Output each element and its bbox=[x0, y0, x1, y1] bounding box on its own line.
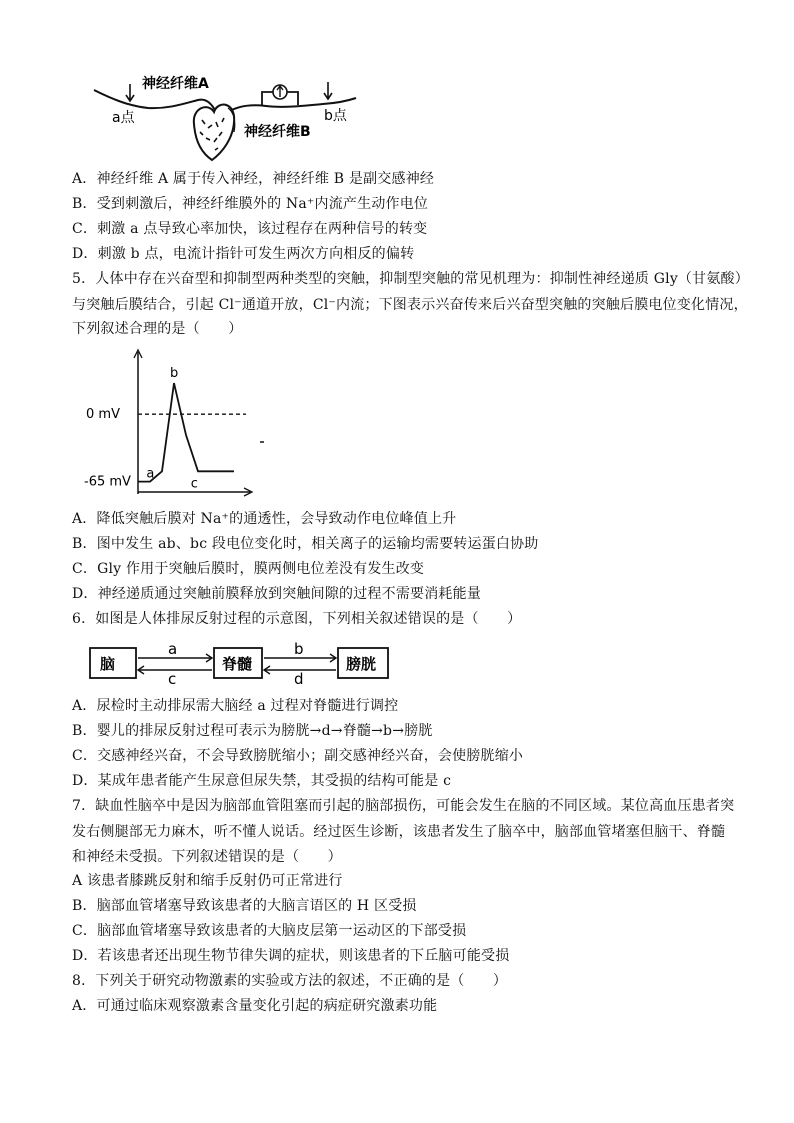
q5-stem-line-2: 与突触后膜结合，引起 Cl⁻通道开放，Cl⁻内流；下图表示兴奋传来后兴奋型突触的突触后膜电位变化情况， bbox=[72, 297, 748, 313]
q7-stem-line-3: 和神经未受损。下列叙述错误的是（ ） bbox=[72, 849, 342, 865]
q7-stem-line-2: 发右侧腿部无力麻木，听不懂人说话。经过医生诊断，该患者发生了脑卒中，脑部血管堵塞但脑干、脊髓 bbox=[72, 824, 726, 840]
q5-stem-line-3: 下列叙述合理的是（ ） bbox=[72, 321, 243, 337]
box-bladder-label: 膀胱 bbox=[346, 655, 377, 673]
q4-option-d: D．刺激 b 点，电流计指针可发生两次方向相反的偏转 bbox=[72, 246, 415, 262]
box-brain-label: 脑 bbox=[100, 655, 116, 673]
label-fiber-a: 神经纤维A bbox=[142, 76, 209, 92]
q7-option-d: D．若该患者还出现生物节律失调的症状，则该患者的下丘脑可能受损 bbox=[72, 948, 510, 964]
q6-stem: 6．如图是人体排尿反射过程的示意图，下列相关叙述错误的是（ ） bbox=[72, 611, 522, 627]
arrow-c-label: c bbox=[168, 670, 177, 686]
tick-label-0mv: 0 mV bbox=[86, 407, 120, 423]
point-label-b: b bbox=[170, 366, 179, 382]
label-fiber-b: 神经纤维B bbox=[244, 124, 311, 140]
arrow-d-label: d bbox=[294, 670, 304, 686]
nerve-heart-figure bbox=[88, 72, 368, 164]
point-label-c: c bbox=[190, 476, 198, 492]
q7-stem-line-1: 7．缺血性脑卒中是因为脑部血管阻塞而引起的脑部损伤，可能会发生在脑的不同区域。某位高血压患者突 bbox=[72, 798, 735, 814]
q4-option-c: C．刺激 a 点导致心率加快，该过程存在两种信号的转变 bbox=[72, 221, 428, 237]
q5-option-b: B．图中发生 ab、bc 段电位变化时，相关离子的运输均需要转运蛋白协助 bbox=[72, 536, 539, 552]
label-point-b: b点 bbox=[324, 108, 347, 124]
urination-reflex-diagram bbox=[88, 642, 398, 686]
label-point-a: a点 bbox=[112, 110, 135, 126]
q5-option-d: D．神经递质通过突触前膜释放到突触间隙的过程不需要消耗能量 bbox=[72, 586, 482, 602]
heart-icon bbox=[194, 105, 235, 160]
arrow-b-label: b bbox=[294, 642, 304, 658]
membrane-potential-chart bbox=[82, 346, 282, 502]
stimulus-arrow-b bbox=[324, 82, 332, 99]
q8-option-a: A．可通过临床观察激素含量变化引起的病症研究激素功能 bbox=[72, 998, 438, 1014]
q5-option-a: A．降低突触后膜对 Na⁺的通透性，会导致动作电位峰值上升 bbox=[72, 511, 457, 527]
box-spinal-cord-label: 脊髓 bbox=[222, 655, 253, 673]
q5-stem-line-1: 5．人体中存在兴奋型和抑制型两种类型的突触，抑制型突触的常见机理为：抑制性神经递质 Gly（甘氨酸） bbox=[72, 271, 749, 287]
q4-option-b: B．受到刺激后，神经纤维膜外的 Na⁺内流产生动作电位 bbox=[72, 196, 429, 212]
point-label-a: a bbox=[146, 466, 155, 482]
q6-option-a: A．尿检时主动排尿需大脑经 a 过程对脊髓进行调控 bbox=[72, 698, 399, 714]
stimulus-arrow-a bbox=[126, 84, 134, 101]
tick-label-neg65mv: -65 mV bbox=[84, 474, 131, 490]
q6-option-b: B．婴儿的排尿反射过程可表示为膀胱→d→脊髓→b→膀胱 bbox=[72, 723, 433, 739]
galvanometer-icon bbox=[262, 85, 298, 106]
q7-option-c: C．脑部血管堵塞导致该患者的大脑皮层第一运动区的下部受损 bbox=[72, 923, 467, 939]
q8-stem: 8．下列关于研究动物激素的实验或方法的叙述，不正确的是（ ） bbox=[72, 973, 508, 989]
arrow-a-label: a bbox=[168, 642, 178, 658]
nerve-fiber-a-line bbox=[94, 90, 216, 112]
q6-option-d: D．某成年患者能产生尿意但尿失禁，其受损的结构可能是 c bbox=[72, 773, 452, 789]
q6-option-c: C．交感神经兴奋，不会导致膀胱缩小；副交感神经兴奋，会使膀胱缩小 bbox=[72, 748, 524, 764]
q7-option-a: A 该患者膝跳反射和缩手反射仍可正常进行 bbox=[72, 873, 343, 889]
q5-option-c: C．Gly 作用于突触后膜时，膜两侧电位差没有发生改变 bbox=[72, 561, 425, 577]
q7-option-b: B．脑部血管堵塞导致该患者的大脑言语区的 H 区受损 bbox=[72, 898, 417, 914]
q4-option-a: A．神经纤维 A 属于传入神经，神经纤维 B 是副交感神经 bbox=[72, 171, 435, 187]
